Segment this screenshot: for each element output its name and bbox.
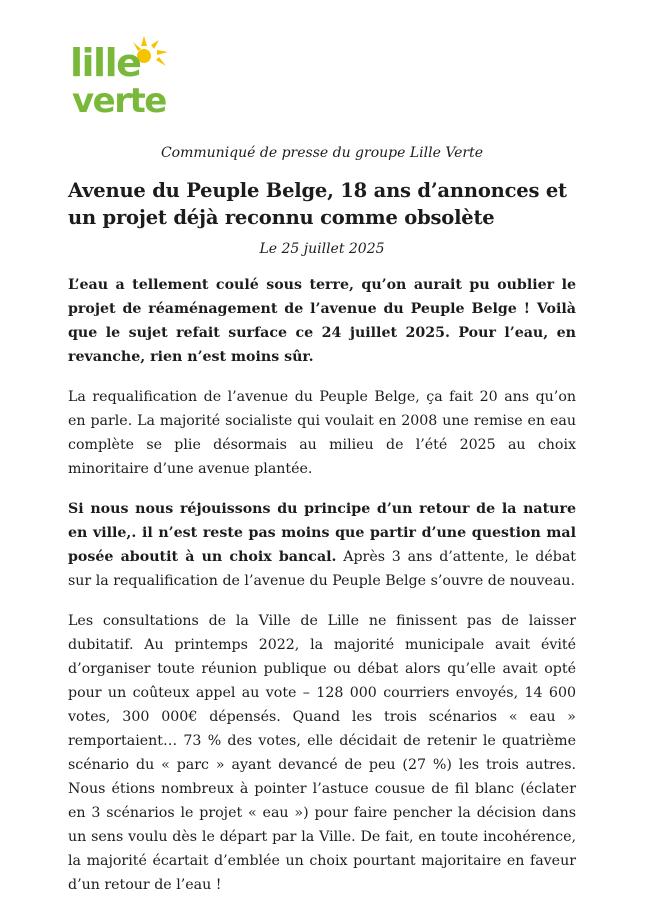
logo-line-1: lille: [70, 41, 141, 85]
document-title: Avenue du Peuple Belge, 18 ans d’annonces et un projet déjà reconnu comme obsolète: [68, 179, 567, 229]
paragraph-2: La requalification de l’avenue du Peuple Belge, ça fait 20 ans qu’on en parle. La majorité socialiste qui voulait en 2008 une remise en eau complète se plie désormais au milieu de l’été 2025 au choix minoritaire d’une avenue plantée.: [68, 389, 576, 477]
lille-verte-logo: [66, 30, 176, 130]
document-date: Le 25 juillet 2025: [259, 241, 385, 257]
press-release: [68, 143, 576, 913]
logo-line-2: verte: [72, 81, 166, 121]
paragraph-4: Les consultations de la Ville de Lille ne finissent pas de laisser dubitatif. Au printemps 2022, la majorité municipale avait évité d’organiser toute réunion publique ou débat alors qu’elle avait opté pour un coûteux appel au vote – 128 000 courriers envoyés, 14 600 votes, 300 000€ dépensés. Quand les trois scénarios « eau » remportaient… 73 % des votes, elle décidait de retenir le quatrième scénario du « parc » ayant devancé de peu (27 %) les trois autres. Nous étions nombreux à pointer l’astuce cousue de fil blanc (éclater en 3 scénarios le projet « eau ») pour faire pencher la décision dans un sens voulu dès le départ par la Ville. De fait, en toute incohérence, la majorité écartait d’emblée un choix pourtant majoritaire en faveur d’un retour de l’eau !: [68, 613, 576, 893]
document-subtitle: Communiqué de presse du groupe Lille Verte: [160, 145, 484, 161]
paragraph-3: [68, 497, 576, 593]
paragraph-3-bold: Si nous nous réjouissons du principe d’un retour de la nature en ville,. il n’est reste pas moins que partir d’une question mal posée aboutit à un choix bancal.: [68, 501, 576, 565]
paragraph-3-rest: Après 3 ans d’attente, le débat sur la requalification de l’avenue du Peuple Belge s’ouvre de nouveau.: [68, 549, 576, 589]
intro-paragraph: L’eau a tellement coulé sous terre, qu’on aurait pu oublier le projet de réaménagement de l’avenue du Peuple Belge ! Voilà que le sujet refait surface ce 24 juillet 2025. Pour l’eau, en revanche, rien n’est moins sûr.: [68, 277, 576, 365]
